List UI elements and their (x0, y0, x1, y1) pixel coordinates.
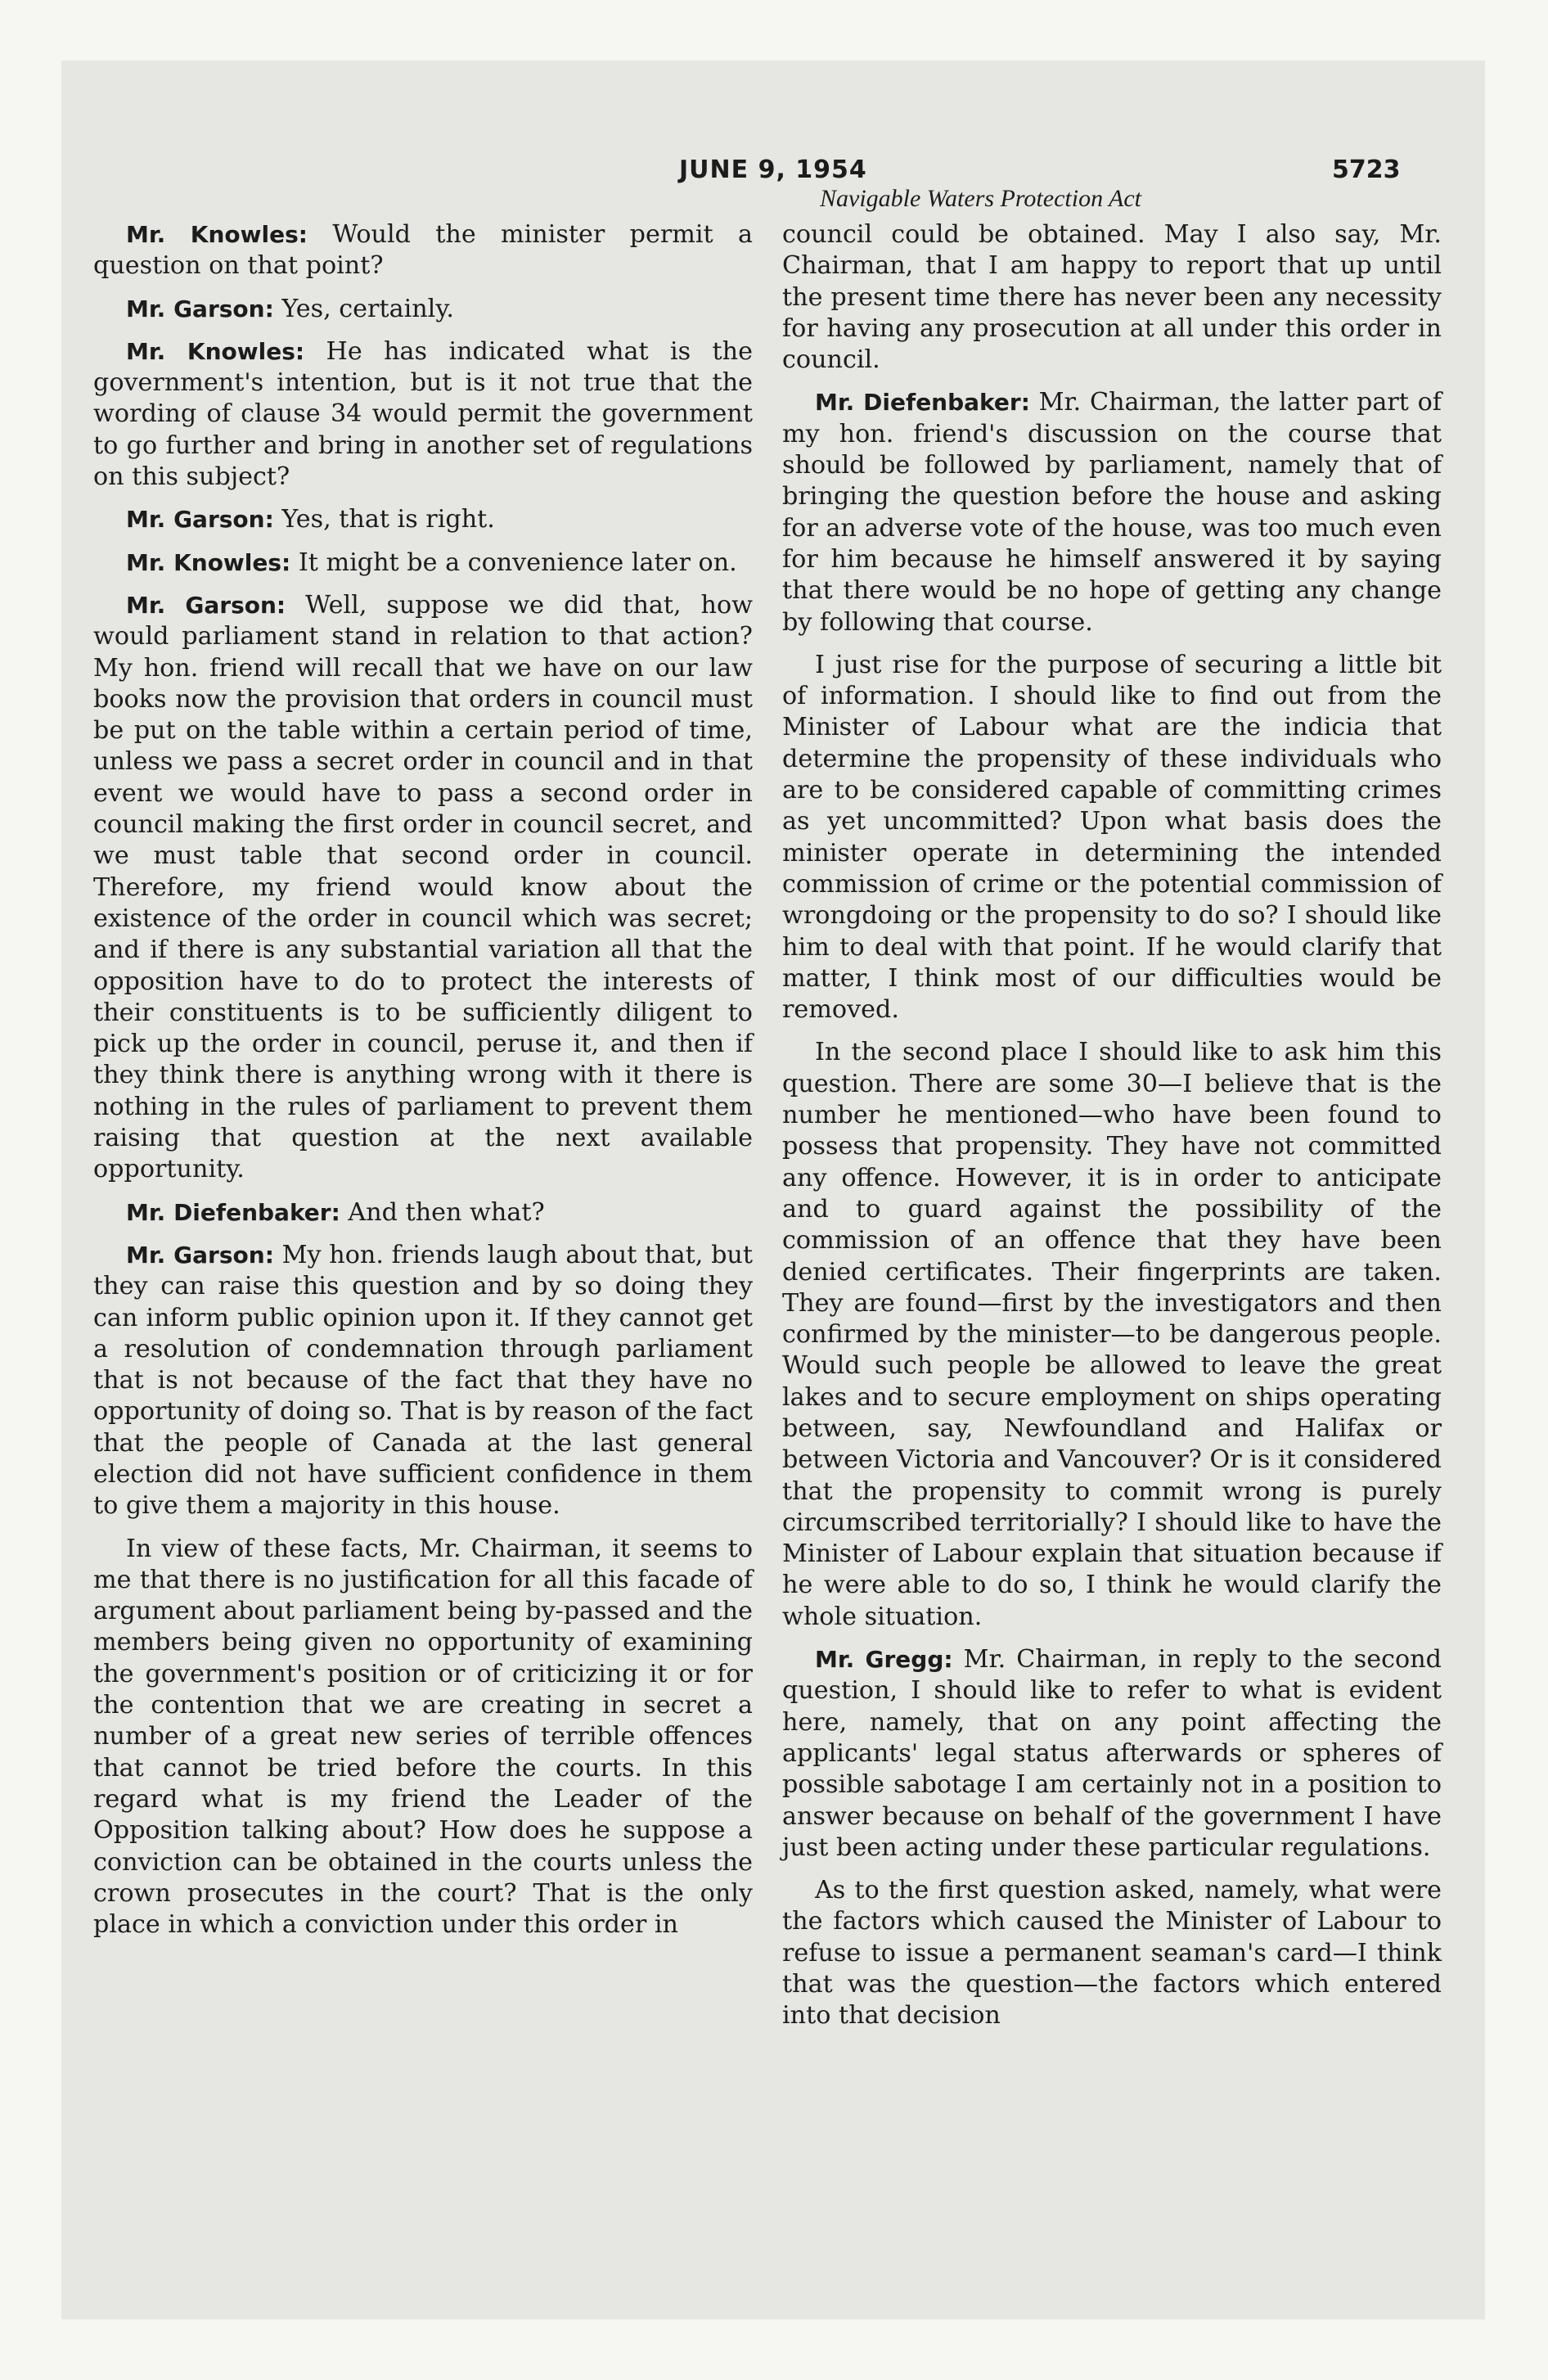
paragraph (782, 650, 1442, 1026)
speaker-name: Mr. Gregg: (815, 1646, 953, 1674)
speaker-name: Mr. Garson: (126, 506, 274, 534)
paragraph-text: Yes, certainly. (281, 294, 454, 323)
speaker-name: Mr. Garson: (126, 591, 286, 619)
paragraph (93, 1197, 753, 1228)
paragraph (782, 387, 1442, 638)
paragraph (93, 1534, 753, 1941)
paragraph (93, 504, 753, 535)
paragraph-text: Well, suppose we did that, how would parliament stand in relation to that action? My hon. friend will recall that we have on our law books now the provision that orders in council must be put on the table within a certain period of time, unless we pass a secret order in council and in that event we would have to pass a second order in council making the first order in council secret, and we must table that second order in council. Therefore, my friend would know about the existence of the order in council which was secret; and if there is any substantial variation all that the opposition have to do to protect the interests of their constituents is to be sufficiently diligent to pick up the order in council, peruse it, and then if they think there is anything wrong with it there is nothing in the rules of parliament to prevent them raising that question at the next available opportunity. (93, 590, 753, 1184)
paragraph-text: Mr. Chairman, in reply to the second question, I should like to refer to what is evident here, namely, that on any point affecting the applicants' legal status afterwards or spheres of possible sabotage I am certainly not in a position to answer because on behalf of the government I have just been acting under these particular regulations. (782, 1645, 1442, 1862)
paragraph (782, 1875, 1442, 2031)
paragraph (93, 336, 753, 493)
paragraph (782, 219, 1442, 376)
page-date: JUNE 9, 1954 (679, 156, 867, 184)
speaker-name: Mr. Knowles: (126, 548, 291, 576)
speaker-name: Mr. Knowles: (126, 337, 305, 365)
paragraph-text: He has indicated what is the government's intention, but is it not true that the wording of clause 34 would permit the government to go further and bring in another set of regulations on this subject? (93, 336, 753, 492)
left-column (93, 219, 753, 1952)
paragraph (782, 1644, 1442, 1864)
paragraph-text: My hon. friends laugh about that, but they can raise this question and by so doing they can inform public opinion upon it. If they cannot get a resolution of condemnation through parliament that is not because of the fact that they have no opportunity of doing so. That is by reason of the fact that the people of Canada at the last general election did not have sufficient confidence in them to give them a majority in this house. (93, 1240, 753, 1521)
paragraph-text: As to the first question asked, namely, what were the factors which caused the Minister of Labour to refuse to issue a permanent seaman's card—I think that was the question—the factors which entered into that decision (782, 1876, 1442, 2031)
speaker-name: Mr. Diefenbaker: (126, 1198, 340, 1226)
paragraph-text: Mr. Chairman, the latter part of my hon. friend's discussion on the course that should be followed by parliament, namely that of bringing the question before the house and asking for an adverse vote of the house, was too much even for him because he himself answered it by saying that there would be no hope of getting any change by following that course. (782, 388, 1442, 637)
paragraph-text: council could be obtained. May I also say, Mr. Chairman, that I am happy to report that up until the present time there has never been any necessity for having any prosecution at all under this order in council. (782, 220, 1442, 375)
paragraph-text: Would the minister permit a question on that point? (93, 220, 754, 281)
paragraph-text: It might be a convenience later on. (298, 548, 737, 577)
page-number: 5723 (1332, 156, 1401, 184)
paragraph-text: In view of these facts, Mr. Chairman, it seems to me that there is no justification for all this facade of argument about parliament being by-passed and the members being given no opportunity of examining the government's position or of criticizing it or for the contention that we are creating in secret a number of a great new series of terrible offences that cannot be tried before the courts. In this regard what is my friend the Leader of the Opposition talking about? How does he suppose a conviction can be obtained in the courts unless the crown prosecutes in the court? That is the only place in which a conviction under this order in (93, 1534, 753, 1940)
paragraph (93, 548, 753, 579)
paragraph-text: Yes, that is right. (281, 505, 495, 534)
section-title: Navigable Waters Protection Act (820, 185, 1142, 212)
right-column (782, 219, 1442, 2044)
paragraph-text: I just rise for the purpose of securing a little bit of information. I should like to find out from the Minister of Labour what are the indicia that determine the propensity of these individuals who are to be considered capable of committing crimes as yet uncommitted? Upon what basis does the minister operate in determining the intended commission of crime or the potential commission of wrongdoing or the propensity to do so? I should like him to deal with that point. If he would clarify that matter, I think most of our difficulties would be removed. (782, 650, 1442, 1025)
paragraph (782, 1037, 1442, 1633)
paragraph (93, 294, 753, 325)
paragraph-text: And then what? (348, 1197, 545, 1227)
speaker-name: Mr. Diefenbaker: (815, 389, 1030, 417)
paragraph (93, 1240, 753, 1522)
speaker-name: Mr. Garson: (126, 295, 274, 322)
paragraph (93, 590, 753, 1186)
paragraph (93, 219, 753, 282)
speaker-name: Mr. Garson: (126, 1241, 274, 1269)
paragraph-text: In the second place I should like to ask him this question. There are some 30—I believe that is the number he mentioned—who have been found to possess that propensity. They have not committed any offence. However, it is in order to anticipate and to guard against the possibility of the commission of an offence that they have been denied certificates. Their fingerprints are taken. They are found—first by the investigators and then confirmed by the minister—to be dangerous people. Would such people be allowed to leave the great lakes and to secure employment on ships operating between, say, Newfoundland and Halifax or between Victoria and Vancouver? Or is it considered that the propensity to commit wrong is purely circumscribed territorially? I should like to have the Minister of Labour explain that situation because if he were able to do so, I think he would clarify the whole situation. (782, 1038, 1442, 1631)
speaker-name: Mr. Knowles: (126, 221, 308, 248)
